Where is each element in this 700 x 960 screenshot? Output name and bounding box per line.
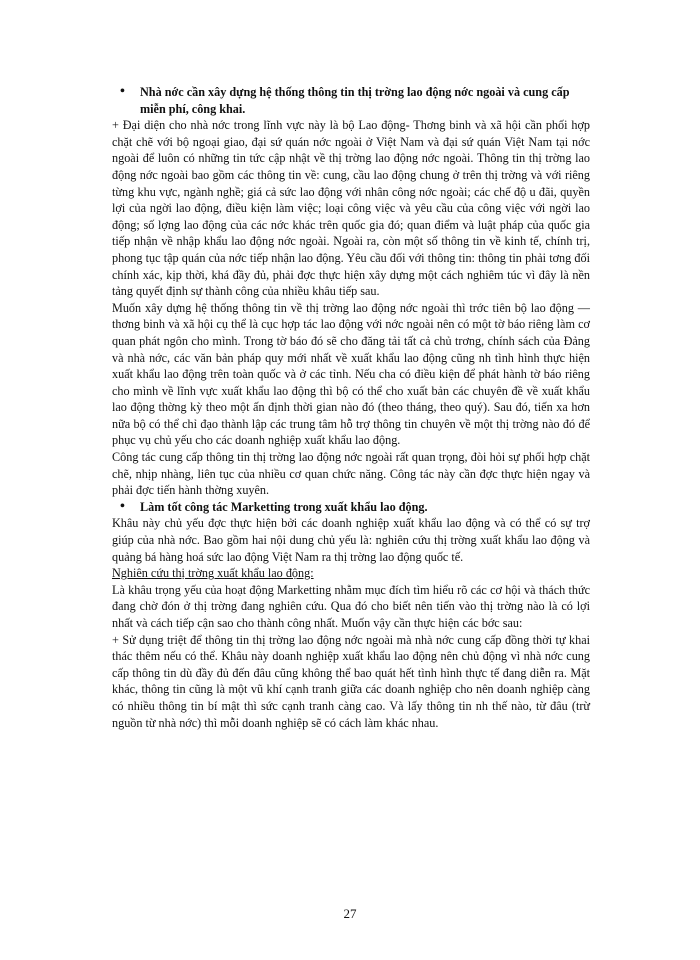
page-number: 27 xyxy=(343,906,357,921)
section1-heading xyxy=(112,84,590,117)
section2-paragraph-1: Là khâu trọng yếu của hoạt động Marketting nhằm mục đích tìm hiểu rõ các cơ hội và thách thức đang chờ đón ở thị trờng đang nghiên cứu. Qua đó cho biết nên tiến vào thị trờng nào là có lợi nhất và cách tiếp cận sao cho thành công nhất. Muốn vậy cần thực hiện các bớc sau: xyxy=(112,582,590,630)
section2-paragraph-2: + Sử dụng triệt để thông tin thị trờng lao động nớc ngoài mà nhà nớc cung cấp đồng thời tự khai thác thêm nếu có thể. Khâu này doanh nghiệp xuất khẩu lao động nên chủ động vì nhà nớc cung cấp thông tin dù đầy đủ đến đâu cũng không thể bao quát hết tình hình thực tế đang diễn ra. Mặt khác, thông tin cũng là một vũ khí cạnh tranh giữa các doanh nghiệp cho nên doanh nghiệp càng có nhiều thông tin bí mật thì sức cạnh tranh càng cao. Và lấy thông tin nh thế nào, từ đâu (trừ nguồn từ nhà nớc) thì mỗi doanh nghiệp sẽ có cách làm khác nhau. xyxy=(112,632,590,730)
section1-heading-text: Nhà nớc cần xây dựng hệ thống thông tin thị trờng lao động nớc ngoài và cung cấp miễn phí, công khai. xyxy=(140,85,570,116)
section1-paragraph-3: Công tác cung cấp thông tin thị trờng lao động nớc ngoài rất quan trọng, đòi hỏi sự phối hợp chặt chẽ, nhịp nhàng, liên tục của nhiều cơ quan chức năng. Công tác này cần đợc thực hiện ngay và phải đợc tiến hành thờng xuyên. xyxy=(112,450,590,498)
bullet-icon: • xyxy=(120,498,125,514)
section2-subheading: Nghiên cứu thị trờng xuất khẩu lao động: xyxy=(112,566,314,581)
page-content xyxy=(112,84,590,731)
bullet-icon: • xyxy=(120,84,125,99)
section2-intro: Khâu này chủ yếu đợc thực hiện bởi các doanh nghiệp xuất khẩu lao động và có thể có sự trợ giúp của nhà nớc. Bao gồm hai nội dung chủ yếu là: nghiên cứu thị trờng xuất khẩu lao động và quảng bá hàng hoá sức lao động Việt Nam ra thị trờng lao động quốc tế. xyxy=(112,516,590,564)
section1-paragraph-1: + Đại diện cho nhà nớc trong lĩnh vực này là bộ Lao động- Thơng binh và xã hội cần phối hợp chặt chẽ với bộ ngoại giao, đại sứ quán nớc ngoài ở Việt Nam và đại sứ quán Việt Nam tại nớc ngoài để luôn có những tin tức cập nhật về thị trờng lao động nớc ngoài. Thông tin thị trờng lao động nớc ngoài bao gồm các thông tin về: cung, cầu lao động chung ở trên thị trờng và với riêng từng khu vực, ngành nghề; giá cả sức lao động với nhân công nớc ngoài; các chế độ u đãi, quyền lợi của ngời lao động, điều kiện làm việc; loại công việc và yêu cầu của công việc với ngời lao động; số lợng lao động của các nớc khác trên quốc gia đó; quan điểm và luật pháp của quốc gia tiếp nhận về nhập khẩu lao động nớc ngoài. Ngoài ra, còn một số thông tin về kinh tế, chính trị, phong tục tập quán của nớc tiếp nhận lao động. Yêu cầu đối với thông tin: thông tin phải tơng đối chính xác, kịp thời, khá đầy đủ, phải đợc thực hiện xây dựng một cách nghiêm túc vì đây là nền tảng quyết định sự thành công của nhiều khâu tiếp sau. xyxy=(112,118,590,299)
section2-heading-text: Làm tốt công tác Marketting trong xuất khẩu lao động. xyxy=(140,499,428,514)
section1-paragraph-2: Muốn xây dựng hệ thống thông tin về thị trờng lao động nớc ngoài thì trớc tiên bộ lao động — thơng binh và xã hội cụ thể là cục hợp tác lao động với nớc ngoài nên có một tờ báo riêng làm cơ quan phát ngôn cho mình. Trong tờ báo đó sẽ cho đăng tải tất cả chủ trơng, chính sách của Đảng và nhà nớc, các văn bản pháp quy mới nhất về xuất khẩu lao động cũng nh tình hình thực hiện xuất khẩu lao động trên toàn quốc và ở các tỉnh. Nếu cha có điều kiện để phát hành tờ báo riêng cho mình về lĩnh vực xuất khẩu lao động thì bộ có thể cho xuất bản các chuyên đề về xuất khẩu lao động thờng kỳ theo một ấn định thời gian nào đó (theo tháng, theo quý). Sau đó, tiến xa hơn nữa bộ có thể chỉ đạo thành lập các trung tâm hỗ trợ thông tin chuyên về một thị trờng nào đó để phục vụ chủ yếu cho các doanh nghiệp xuất khẩu lao động. xyxy=(112,300,590,448)
section2-heading xyxy=(112,499,590,516)
